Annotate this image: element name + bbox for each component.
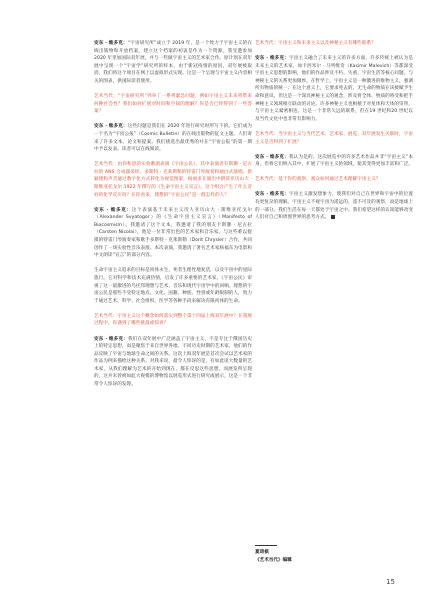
paragraph-text: 当宇宙主义与当代艺术、艺术家、展览、双年展发生关联时，宇宙主义是否得到了扩展？ (255, 131, 413, 145)
paragraph-text: “宇宙研究所”成立于 2019 年，是一个致力于宇宙主义的在线出版物和开放档案。建立这个档案的初衷是作为一个资源。我受邀参加 2020 年里加国际双年展，并与一些做宇宙主义的艺术家合作。原计划在双年展中呈现一个“宇宙学”研究所的样本，由于新冠疫情的原因，双年展被取消，我们将这个项目在网上以虚拟形式实现。这是一个呈现与宇宙主义内容相关的图表，供国际读者使用。 (94, 41, 252, 84)
interview-answer (255, 55, 413, 123)
speaker-label: 安东 · 维多克： (255, 154, 289, 160)
speaker-label: 安东 · 维多克： (94, 41, 128, 46)
speaker-label: 艺术当代： (255, 177, 279, 183)
paragraph-text: “宇宙研究所”列举了一系列紧急问题，例如宇宙主义未来将带来何种社会性？我们如何扩展对时间和空间的理解？你是否已经得到了一些答案？ (94, 94, 252, 115)
speaker-label: 艺术当代： (255, 41, 279, 46)
paragraph-text: 宇宙主义和未来主义以及神秘主义有哪些联系？ (278, 41, 376, 46)
paragraph-text: 这个表演基于未来主义诗人亚历山大 · 斯维亚托戈尔（Alexander Svyatogor）的《生命宇宙主义宣言》（Manifesto of Biocosmism）。我邀请了这个文本，我邀请了我的朋友卡斯滕 · 尼古拉（Carsten Nicolai），他是一位非常出色的艺术家和音乐家。与这些难以捉摸的特雷门琴演奏家和歌手多斯特 · 克莱斯勒（Dorit Chrysler）合作，共同创作了一场实验性音乐表演。本次表演，我邀请了著名艺术家杨福东为电影和中文朗读“宣言”的部分内容。 (94, 207, 252, 259)
interview-answer (94, 207, 252, 260)
speaker-label: 安东 · 维多克： (255, 56, 289, 62)
credit-org: 《艺术当代》编辑 (255, 558, 292, 563)
author-credit (255, 545, 292, 565)
paragraph-text: 宇宙主义这个概念如何落实到整个第十四届上海双年展中？在策展过程中，你遇到了哪些挑战或惊喜？ (94, 313, 252, 327)
left-column (94, 40, 252, 396)
credit-name: 夏琦棋 (255, 550, 269, 555)
speaker-label: 艺术当代： (255, 131, 279, 137)
speaker-label: 艺术当代： (94, 313, 118, 319)
speaker-label: 安东 · 维多克： (94, 336, 128, 342)
interview-answer (255, 191, 413, 221)
paragraph-text: 基于你的观察，观众如何通过艺术理解宇宙主义？ (278, 177, 381, 183)
interview-question (94, 313, 252, 328)
speaker-label: 艺术当代： (94, 162, 118, 168)
paragraph-text: 生命宇宙主义追求的目标是肉体永生，死者生理性地复活，以及宇宙中的星际旅行。它对科学和技术充满热情，启发了许多重要的艺术家。《宇宙公民》审视了这一最激进的乌托邦理想与艺术、音乐和现代宇宙学中的回响。理想的宇宙公民是那些不受特定地点、文化、国籍、种族、性别或年龄限制的人，致力于通过艺术、科学、社会组织、医学等各种手段来解决有限肉体的生命。 (94, 268, 252, 304)
interview-question (255, 40, 413, 48)
right-column (255, 40, 413, 229)
interview-question (255, 176, 413, 184)
speaker-label: 安东 · 维多克： (94, 207, 132, 213)
speaker-label: 艺术当代： (94, 94, 118, 100)
credit-rule (255, 545, 277, 546)
speaker-label: 安东 · 维多克： (255, 192, 289, 198)
paragraph-text: 宇宙主义融合了未来主义的许多方面，许多传统上被认为是未来主义的艺术家，如卡西米尔 · 马列维奇（Kasimir Malevich）等都深受宇宙主义思想的影响，他们的作品涉及不朽、失重、宇宙生活等核心问题。与神秘主义的关系更加微妙。在哲学上，宇宙主义是一种激进的唯物主义，强调所有物质的统一；在这个意义上，它要求死去的、无生命的物质在该被赋予生命和意识。但这是一个深具神秘主义的观念，涉及将全体、物质的将受和把手神秘主义领域相互联动的讨论。许多神秘主义也根植于对星体和天体的崇拜，与宇宙主义紧密相连。这是一个非常久远的联系，但在19 世纪和20 世纪以及当代文化中也非常有影响力。 (255, 56, 413, 122)
interview-answer (255, 154, 413, 169)
paragraph-text: 我认为是的。这次展览中的许多艺术作品并非“宇宙主义”本身，但将它们纳入其中，扩展了宇宙主义的领域，使其变得更加丰富和广泛。 (255, 154, 413, 168)
paragraph-text: 宇宙主义激发想象力，使我们对自己在世界和宇宙中的位置有更复杂的理解。宇宙主义不视宇宙为遥远的、遥不可及的观察，而是地球上的一部分。我们生活在每一天都处于宇宙之中。我们希望这样的认知能够改变人们对自己和周围世界的思考方式。 (255, 192, 413, 221)
interview-question (255, 131, 413, 146)
speaker-label: 安东 · 维多克： (94, 124, 128, 130)
page-number: 15 (386, 578, 395, 586)
interview-answer (94, 336, 252, 389)
paragraph-text: 由你和思的实验歌剧表演《宇宙公民》，其中表演者有斯珊 · 尼古拉的 ANS 合成器采样、多斯特 · 克莱斯勒的特雷门琴演奏和通白式演唱。新颖建构声音通过数字化方式转化为视觉图案，杨福多在演出中朗读亚历山大 · 斯维亚托戈尔 1922 年撰写的《生命宇宙主义宣言》。这个组合产生了什么奇妙的化学反应吗？在你看来，理想的“宇宙公民”是一群怎样的人？ (94, 162, 252, 198)
end-mark-icon (331, 215, 335, 219)
interview-question (94, 161, 252, 199)
interview-answer (94, 123, 252, 153)
interview-answer (94, 40, 252, 86)
paragraph-text: 这些问题是我们在 2020 年进行研究时所写下的。它们成为一个名为“宇宙公报”（Cosmic Bulletin）的在线出版物的征文主题。人们寄来了许多文本、论文和提案。我们挑选出最优秀的并在“宇宙公报”的第一期中予以发表。读者可以在线阅读。 (94, 124, 252, 153)
interview-answer (94, 267, 252, 305)
paragraph-text: 我们在双年展中广泛涵盖了宇宙主义，不是专注于俄国历史上的特定思想，而是聚焦于来自世界各地、不同历史时期的艺术家，他们的作品反映了宇宙与地球生命之间的关系。这次上海双年展是首次尝试以艺术家的作品为例来描绘这种关系。对我来说，最令人惊讶的是，有如此庞大数量的艺术家，从我们理解为艺术的开始到现在，都在反思这些思想。而展览所呈现的，这并未曾被如此大规模的博物馆以展览形式进行研究或展示，这是一个非常令人惊讶的发现。 (94, 336, 252, 388)
interview-question (94, 93, 252, 116)
